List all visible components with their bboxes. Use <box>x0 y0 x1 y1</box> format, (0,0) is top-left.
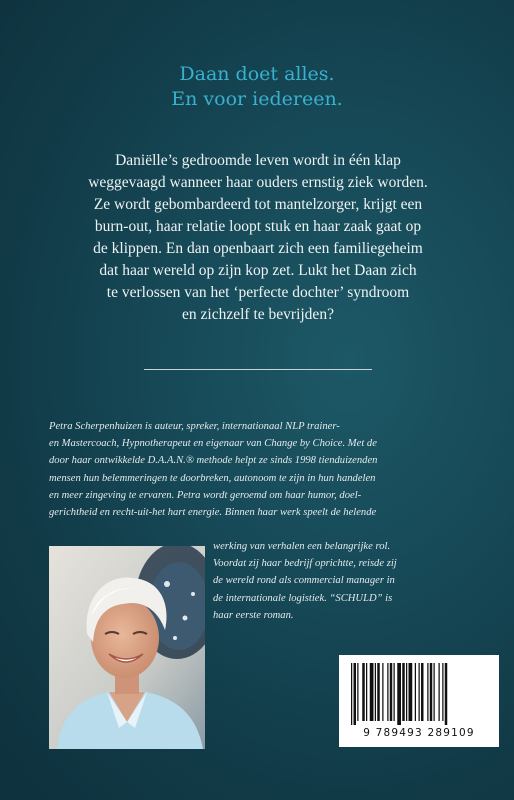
author-bio-side <box>213 538 397 624</box>
barcode-bar <box>394 663 395 721</box>
bio-line: en meer zingeving te ervaren. Petra wordt geroemd om haar humor, doel- <box>49 489 362 501</box>
barcode-bars <box>349 663 489 725</box>
barcode-bar <box>442 663 443 721</box>
barcode-bar <box>362 663 365 721</box>
blurb-line: te verlossen van het ‘perfecte dochter’ syndroom <box>106 284 410 301</box>
barcode-bar <box>421 663 424 721</box>
blurb-line: weggevaagd wanneer haar ouders ernstig ziek worden. <box>88 174 428 191</box>
barcode-bar <box>357 663 358 721</box>
barcode-bar <box>406 663 407 721</box>
tagline-line-1: Daan doet alles. <box>179 63 335 85</box>
tagline <box>0 62 514 112</box>
blurb-line: dat haar wereld op zijn kop zet. Lukt het Daan zich <box>99 262 417 279</box>
isbn-barcode <box>339 655 499 747</box>
bio-line: en Mastercoach, Hypnotherapeut en eigenaar van Change by Choice. Met de <box>49 438 377 450</box>
barcode-bar <box>382 663 383 721</box>
bio-line: gerichtheid en recht-uit-het hart energie. Binnen haar werk speelt de helende <box>49 507 377 519</box>
blurb-line: Daniëlle’s gedroomde leven wordt in één klap <box>115 152 401 169</box>
author-photo <box>49 546 205 749</box>
barcode-bar <box>354 663 357 725</box>
barcode-bar <box>366 663 367 721</box>
blurb-line: de klippen. En dan openbaart zich een familiegeheim <box>93 240 423 257</box>
barcode-bar <box>351 663 352 725</box>
barcode-bar <box>397 663 401 725</box>
author-bio-top <box>49 418 377 521</box>
author-portrait-illustration <box>49 546 205 749</box>
bio-line: de internationale logistiek. “SCHULD” is <box>213 592 393 604</box>
blurb-line: en zichzelf te bevrijden? <box>182 306 334 323</box>
bio-line: Voordat zij haar bedrijf oprichtte, reisde zij <box>213 558 397 570</box>
divider-line <box>144 369 372 370</box>
bio-line: werking van verhalen een belangrijke rol. <box>213 541 391 552</box>
book-blurb <box>72 150 444 326</box>
barcode-bar <box>419 663 420 721</box>
barcode-bar <box>430 663 433 721</box>
barcode-bar <box>415 663 416 721</box>
barcode-bar <box>445 663 448 725</box>
barcode-bar <box>370 663 374 721</box>
bio-line: mensen hun belemmeringen te doorbreken, autonoom te zijn in hun handelen <box>49 472 376 484</box>
bio-line: Petra Scherpenhuizen is auteur, spreker, internationaal NLP trainer- <box>49 421 340 432</box>
bio-line: door haar ontwikkelde D.A.A.N.® methode helpt ze sinds 1998 tienduizenden <box>49 455 378 467</box>
bio-line: de wereld rond als commercial manager in <box>213 575 395 587</box>
barcode-bar <box>409 663 413 721</box>
barcode-bar <box>375 663 376 721</box>
bio-line: haar eerste roman. <box>213 609 294 621</box>
tagline-line-2: En voor iedereen. <box>171 88 343 110</box>
barcode-bar <box>402 663 405 721</box>
barcode-bar <box>439 663 440 721</box>
barcode-bar <box>377 663 380 721</box>
blurb-line: Ze wordt gebombardeerd tot mantelzorger, krijgt een <box>93 196 423 213</box>
barcode-bar <box>434 663 435 721</box>
isbn-digits: 9 789493 289109 <box>363 727 475 739</box>
barcode-bar <box>390 663 393 721</box>
barcode-bar <box>427 663 428 721</box>
blurb-line: burn-out, haar relatie loopt stuk en haar zaak gaat op <box>94 218 422 235</box>
barcode-bar <box>387 663 388 721</box>
